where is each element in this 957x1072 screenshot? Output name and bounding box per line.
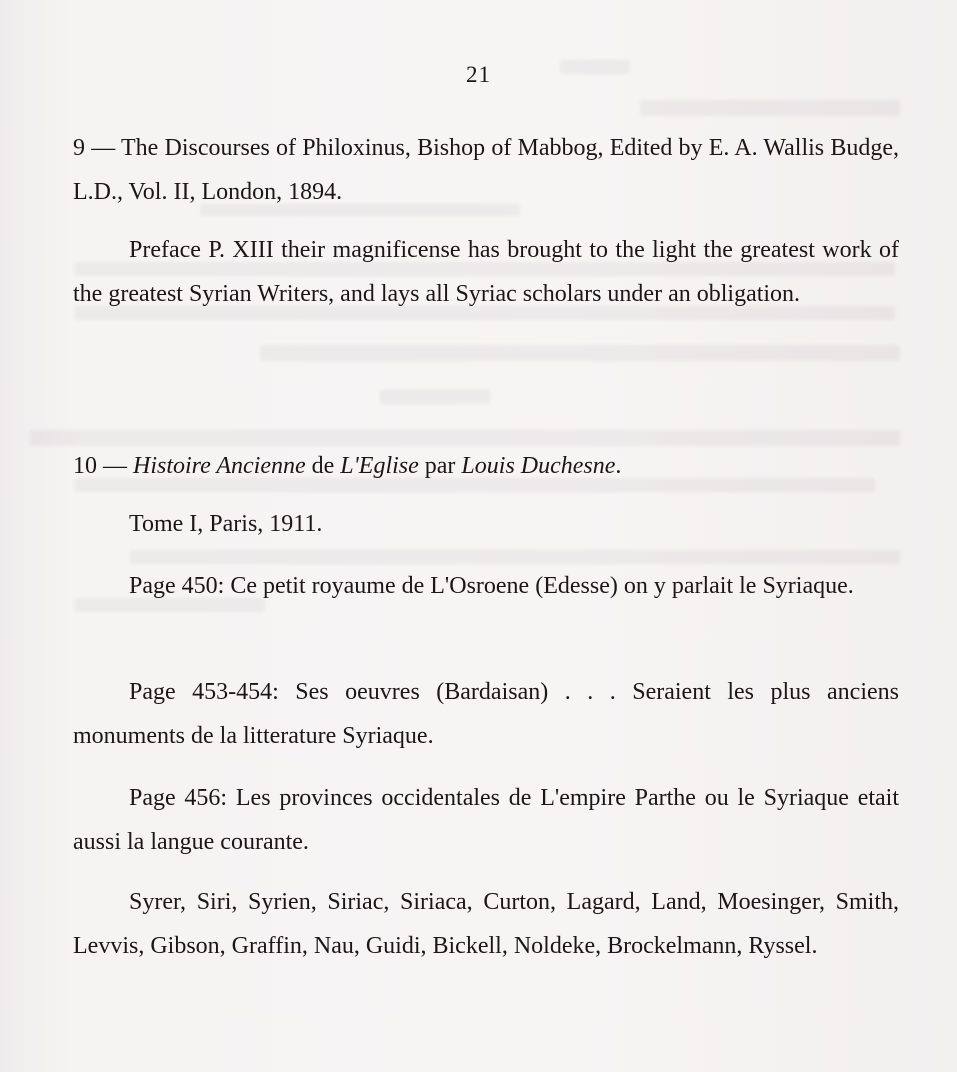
entry-10-quote-page-456: Page 456: Les provinces occidentales de L'empire Parthe ou le Syriaque etait aussi la langue courante.	[73, 785, 899, 855]
entry-9-preface-quote: Preface P. XIII their magnificense has brought to the light the greatest work of the greatest Syrian Writers, and lays all Syriac scholars under an obligation.	[73, 237, 899, 307]
heading-end: .	[615, 453, 622, 479]
book-title-part: L'Eglise	[340, 453, 419, 479]
entry-10-quote-page-450: Page 450: Ce petit royaume de L'Osroene (Edesse) on y parlait le Syriaque.	[129, 573, 854, 599]
entry-10-quote-page-453: Page 453-454: Ses oeuvres (Bardaisan) . . . Seraient les plus anciens monuments de la litterature Syriaque.	[73, 679, 899, 749]
entry-10-tome: Tome I, Paris, 1911.	[129, 511, 323, 537]
entry-number: 10 —	[73, 453, 133, 479]
entry-10-scholar-names: Syrer, Siri, Syrien, Siriac, Siriaca, Curton, Lagard, Land, Moesinger, Smith, Levvis, Gibson, Graffin, Nau, Guidi, Bickell, Noldeke, Brockelmann, Ryssel.	[73, 889, 899, 959]
bleed-through-mark	[260, 345, 900, 361]
bleed-through-mark	[640, 100, 900, 116]
bleed-through-mark	[380, 390, 490, 404]
author-name: Louis Duchesne	[461, 453, 616, 479]
entry-10-heading	[73, 444, 899, 488]
title-connector: par	[418, 453, 462, 479]
bleed-through-mark	[130, 550, 900, 564]
title-connector: de	[305, 453, 341, 479]
book-title-part: Histoire Ancienne	[133, 453, 306, 479]
entry-9-heading: 9 — The Discourses of Philoxinus, Bishop of Mabbog, Edited by E. A. Wallis Budge, L.D., Vol. II, London, 1894.	[73, 135, 899, 205]
page-number: 21	[466, 62, 491, 87]
